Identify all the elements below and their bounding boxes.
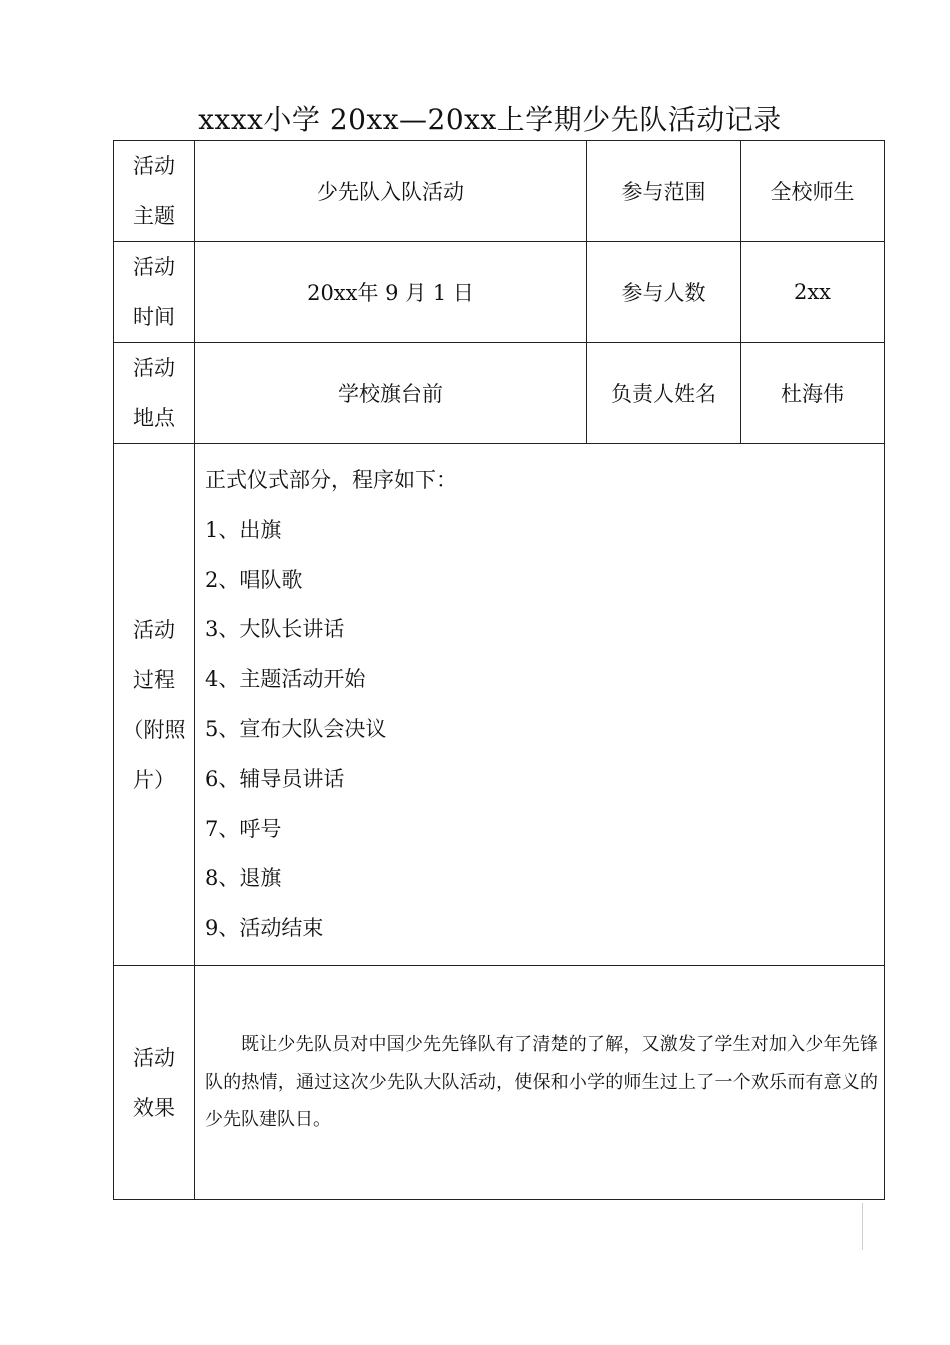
process-label-line3: （附照 [122, 717, 186, 742]
process-step: 4、主题活动开始 [205, 667, 366, 692]
scope-label: 参与范围 [587, 141, 741, 242]
table-row-theme [114, 141, 885, 242]
process-step: 7、呼号 [205, 816, 282, 841]
theme-label-cell [114, 141, 195, 242]
participant-count-label: 参与人数 [587, 242, 741, 343]
time-label-line1: 活动 [133, 255, 175, 279]
margin-rule [862, 1203, 863, 1250]
participant-count-value: 2xx [741, 242, 885, 343]
person-in-charge-value: 杜海伟 [741, 343, 885, 444]
process-step: 3、大队长讲话 [205, 617, 345, 642]
person-in-charge-label: 负责人姓名 [587, 343, 741, 444]
theme-value: 少先队入队活动 [195, 141, 587, 242]
activity-record-table [113, 140, 885, 1200]
effect-label-line1: 活动 [133, 1045, 175, 1070]
place-label-line1: 活动 [133, 356, 175, 380]
table-row-time [114, 242, 885, 343]
place-value: 学校旗台前 [195, 343, 587, 444]
process-step: 6、辅导员讲话 [205, 766, 345, 791]
process-content-cell [195, 444, 885, 966]
time-label-line2: 时间 [133, 305, 175, 329]
place-label-line2: 地点 [133, 406, 175, 430]
process-step: 8、退旗 [205, 866, 282, 891]
table-row-effect [114, 966, 885, 1200]
process-step: 2、唱队歌 [205, 567, 303, 592]
process-step: 1、出旗 [205, 517, 282, 542]
place-label-cell [114, 343, 195, 444]
process-label-cell [114, 444, 195, 966]
process-label-line1: 活动 [133, 617, 175, 642]
scope-value: 全校师生 [741, 141, 885, 242]
page-title: xxxx小学 20xx—20xx上学期少先队活动记录 [198, 103, 782, 136]
process-label-line4: 片） [133, 767, 175, 792]
time-label-cell [114, 242, 195, 343]
theme-label-line1: 活动 [133, 154, 175, 178]
process-step: 9、活动结束 [205, 916, 324, 941]
effect-label-line2: 效果 [133, 1095, 175, 1120]
process-step: 5、宣布大队会决议 [205, 716, 387, 741]
effect-content-cell [195, 966, 885, 1200]
process-label-line2: 过程 [133, 667, 175, 692]
time-value: 20xx年 9 月 1 日 [195, 242, 587, 343]
table-row-place [114, 343, 885, 444]
theme-label-line2: 主题 [133, 204, 175, 228]
effect-label-cell [114, 966, 195, 1200]
table-row-process [114, 444, 885, 966]
process-intro: 正式仪式部分，程序如下： [205, 468, 457, 492]
effect-paragraph: 既让少先队员对中国少先先锋队有了清楚的了解，又激发了学生对加入少年先锋队的热情，通过这次少先队大队活动，使保和小学的师生过上了一个欢乐而有意义的少先队建队日。 [205, 1034, 878, 1131]
